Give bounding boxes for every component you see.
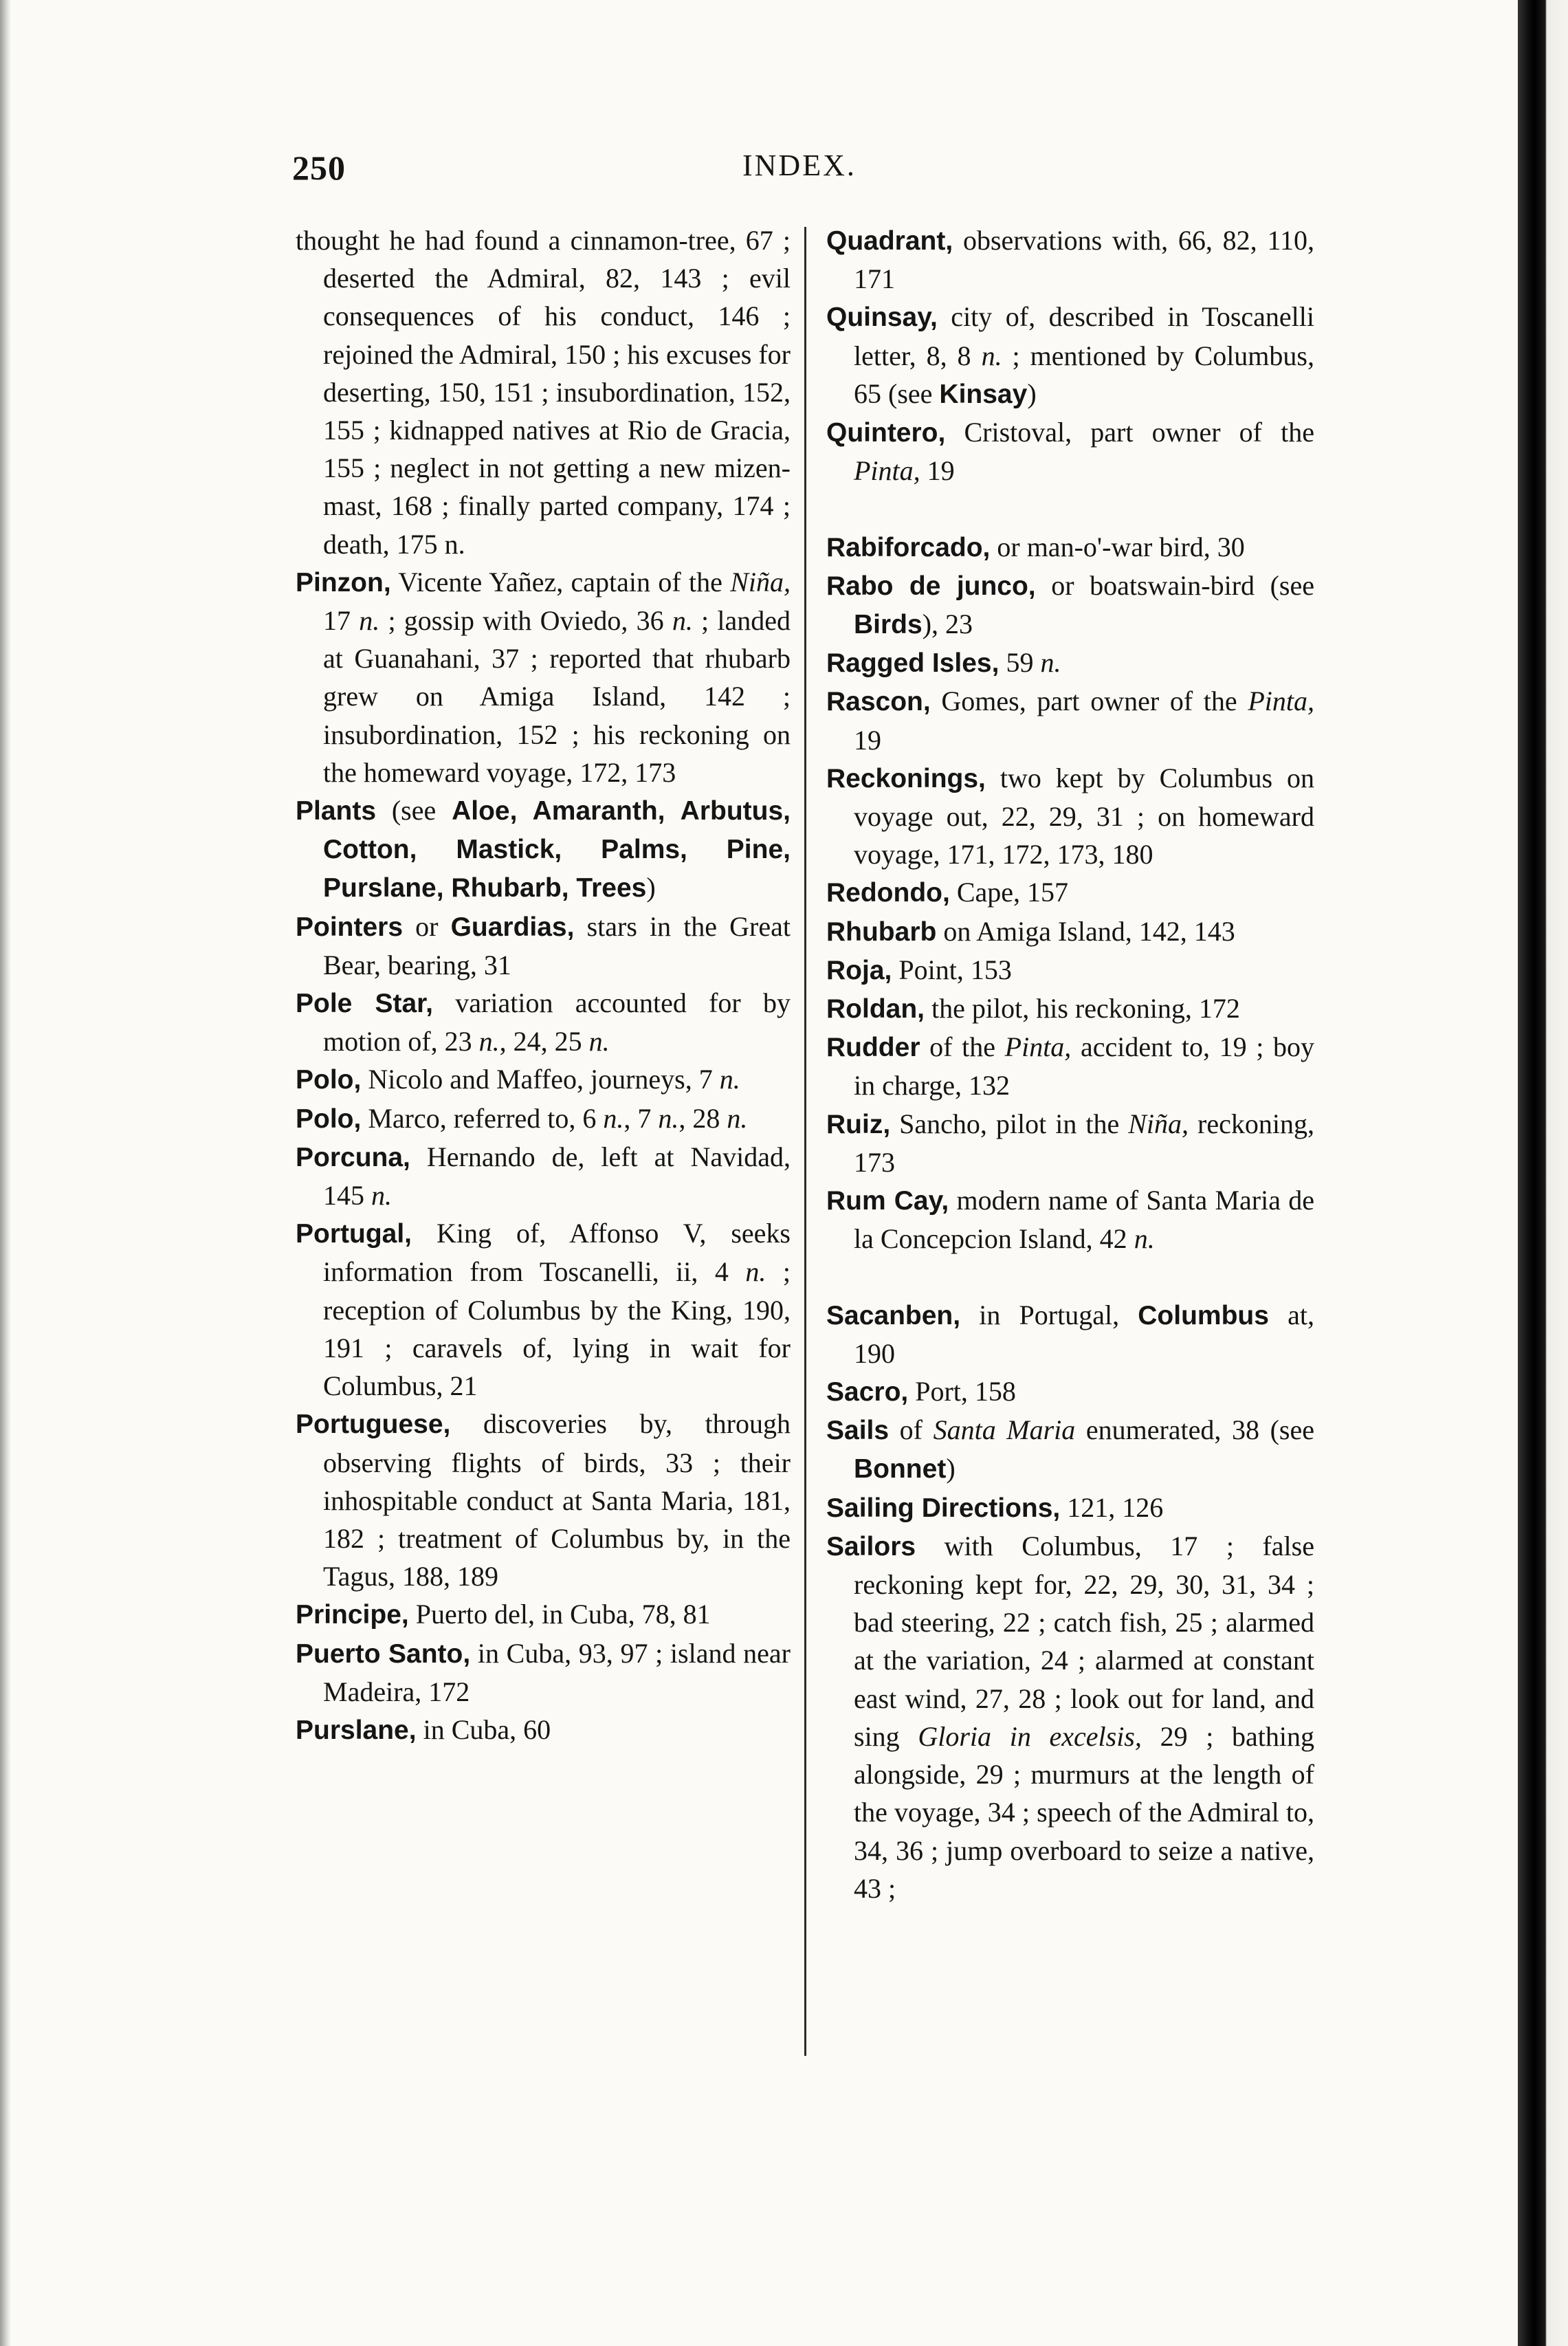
right-column — [826, 221, 1314, 1907]
entry-heading: Principe, — [296, 1600, 409, 1630]
index-entry — [826, 1296, 1314, 1372]
entry-italic-text: Niña, — [1128, 1108, 1189, 1139]
entry-text: in Cuba, 93, 97 ; island near Madeira, 172 — [323, 1637, 791, 1707]
entry-heading: Sails — [826, 1416, 890, 1446]
entry-heading: Pinzon, — [296, 567, 391, 598]
entry-italic-text: n. — [727, 1102, 748, 1134]
section-gap — [826, 490, 1314, 527]
index-entry — [296, 1214, 791, 1405]
entry-text: Puerto del, in Cuba, 78, 81 — [408, 1599, 711, 1630]
entry-text: ; landed at Guanahani, 37 ; reported that rhubarb grew on Amiga Island, 142 ; insubordination, 152 ; his reckoning on the homeward voyage, 172, 173 — [323, 605, 791, 788]
entry-heading: Polo, — [296, 1104, 362, 1134]
entry-italic-text: Santa Maria — [933, 1414, 1076, 1446]
entry-text: in Portugal, — [960, 1299, 1138, 1330]
entry-text: of — [889, 1414, 934, 1446]
entry-heading: Sailors — [826, 1531, 916, 1561]
index-entry — [826, 1372, 1314, 1411]
entry-text: 19 — [854, 724, 881, 756]
entry-text: ; gossip with Oviedo, 36 — [379, 605, 672, 637]
entry-text: 29 ; bathing alongside, 29 ; murmurs at the length of the voyage, 34 ; speech of the Admiral to, 34, 36 ; jump overboard to seize a native, 43 ; — [854, 1720, 1315, 1904]
entry-text: , 28 — [678, 1102, 727, 1134]
entry-text: the pilot, his reckoning, 172 — [925, 993, 1240, 1024]
entry-text: 19 — [920, 455, 955, 487]
index-entry — [826, 1105, 1314, 1181]
entry-text: variation accounted for by motion of, 23 — [323, 987, 791, 1057]
entry-heading: Rhubarb — [826, 917, 937, 947]
section-gap — [826, 1258, 1314, 1295]
entry-italic-text: n. — [981, 340, 1002, 371]
entry-text: Marco, referred to, 6 — [361, 1102, 604, 1134]
entry-italic-text: n. — [588, 1026, 610, 1057]
entry-italic-text: n. — [359, 605, 380, 637]
entry-italic-text: n. — [658, 1102, 679, 1134]
entry-heading: Quinsay, — [826, 303, 938, 333]
entry-text: (see — [376, 795, 452, 826]
entry-heading: Sacro, — [826, 1377, 909, 1407]
entry-text: , 24, 25 — [499, 1026, 589, 1057]
index-entry — [296, 563, 791, 791]
index-entry — [826, 1028, 1314, 1104]
entry-heading: Purslane, — [296, 1715, 417, 1745]
entry-italic-text: n. — [371, 1180, 392, 1212]
entry-italic-text: Pinta, — [1248, 686, 1314, 717]
index-entry — [296, 908, 791, 984]
index-entry-continuation: thought he had found a cinnamon-tree, 67 ; deserted the Admiral, 82, 143 ; evil consequences of his conduct, 146 ; rejoined the Admiral, 150 ; his excuses for deserting, 150, 151 ; insubordination, 152, 155 ; kidnapped natives at Rio de Gracia, 155 ; neglect in not getting a new mizen-mast, 168 ; finally parted company, 174 ; death, 175 n. — [296, 225, 791, 560]
index-entry — [826, 528, 1314, 567]
entry-text: discoveries by, through observing flights of birds, 33 ; their inhospitable conduct at Santa Maria, 181, 182 ; treatment of Columbus by, in the Tagus, 188, 189 — [323, 1408, 791, 1592]
entry-text: King of, Affonso V, seeks information from Toscanelli, ii, 4 — [323, 1218, 791, 1288]
entry-heading: Quadrant, — [826, 226, 953, 256]
entry-text: Vicente Yañez, captain of the — [390, 566, 731, 598]
entry-heading: Polo, — [296, 1065, 362, 1095]
entry-text: on Amiga Island, 142, 143 — [936, 915, 1235, 947]
entry-text: Point, 153 — [892, 954, 1012, 985]
entry-text: or boatswain-bird (see — [1035, 569, 1315, 601]
index-entry — [296, 1595, 791, 1634]
entry-text: modern name of Santa Maria de la Concepcion Island, 42 — [854, 1185, 1314, 1255]
entry-text: ) — [646, 872, 656, 903]
entry-italic-text: Pinta, — [1004, 1031, 1072, 1063]
entry-text: accident to, 19 ; boy in charge, 132 — [854, 1031, 1315, 1101]
index-entry — [296, 1634, 791, 1711]
entry-text: or man-o'-war bird, 30 — [990, 531, 1245, 562]
entry-italic-text: Gloria in excelsis, — [918, 1720, 1142, 1752]
entry-text: enumerated, 38 (see — [1075, 1414, 1314, 1446]
entry-heading: Rabiforcado, — [826, 532, 991, 562]
entry-text: Cristoval, part owner of the — [945, 417, 1314, 448]
entry-heading: Pole Star, — [296, 989, 434, 1019]
index-entry — [296, 791, 791, 908]
entry-italic-text: n. — [1040, 647, 1061, 679]
entry-heading: Ragged Isles, — [826, 648, 1000, 679]
entry-heading: Guardias, — [450, 912, 575, 942]
index-entry — [296, 1099, 791, 1138]
index-entry — [826, 682, 1314, 758]
entry-italic-text: n. — [745, 1256, 766, 1288]
entry-heading: Rudder — [826, 1033, 920, 1063]
entry-heading: Reckonings, — [826, 763, 986, 793]
entry-heading: Roldan, — [826, 994, 925, 1024]
index-entry — [826, 567, 1314, 644]
entry-heading: Pointers — [296, 912, 404, 942]
entry-text: Cape, 157 — [949, 877, 1068, 908]
index-entry — [826, 759, 1314, 874]
index-entry — [296, 1405, 791, 1595]
entry-text: of the — [920, 1031, 1005, 1063]
entry-text: stars in the Great Bear, bearing, 31 — [323, 910, 791, 980]
entry-heading: Puerto Santo, — [296, 1638, 471, 1669]
entry-text: 121, 126 — [1060, 1491, 1164, 1523]
index-entry — [826, 1411, 1314, 1488]
entry-heading: Rascon, — [826, 687, 931, 717]
entry-text: in Cuba, 60 — [416, 1713, 551, 1745]
page-number: 250 — [292, 149, 346, 187]
index-entry — [296, 984, 791, 1060]
entry-heading: Rum Cay, — [826, 1186, 949, 1216]
entry-text: with Columbus, 17 ; false reckoning kept for, 22, 29, 30, 31, 34 ; bad steering, 22 ; catch fish, 25 ; alarmed at the variation, 24 ; alarmed at constant east wind, 27, 28 ; look out for land, and sing — [854, 1530, 1314, 1752]
entry-italic-text: n. — [478, 1026, 500, 1057]
entry-text: ), 23 — [922, 609, 973, 640]
entry-italic-text: Pinta, — [854, 455, 920, 487]
entry-text: 59 — [999, 647, 1041, 679]
entry-italic-text: n. — [672, 605, 693, 637]
entry-text: Nicolo and Maffeo, journeys, 7 — [361, 1064, 720, 1095]
index-entry — [296, 1060, 791, 1099]
entry-heading: Aloe, Amaranth, Arbutus, Cotton, Mastick, Palms, Pine, Purslane, Rhubarb, Trees — [323, 796, 791, 903]
entry-heading: Birds — [854, 610, 923, 640]
column-divider — [804, 227, 806, 2056]
entry-text: ) — [946, 1453, 956, 1484]
left-column — [296, 221, 791, 1749]
entry-text: city of, described in Toscanelli letter, 8, 8 — [854, 301, 1314, 371]
entry-text: 17 — [323, 605, 360, 637]
page-right-edge — [1518, 0, 1568, 2346]
entry-heading: Bonnet — [854, 1454, 947, 1484]
entry-heading: Kinsay — [939, 379, 1028, 409]
index-entry — [296, 1711, 791, 1749]
entry-text: two kept by Columbus on voyage out, 22, 29, 31 ; on homeward voyage, 171, 172, 173, 180 — [854, 762, 1314, 870]
index-entry — [826, 644, 1314, 682]
entry-text: at, 190 — [854, 1299, 1314, 1369]
entry-heading: Rabo de junco, — [826, 571, 1036, 601]
entry-heading: Roja, — [826, 955, 892, 985]
index-entry — [296, 1138, 791, 1214]
entry-italic-text: n. — [1134, 1223, 1155, 1255]
entry-heading: Sacanben, — [826, 1300, 961, 1330]
entry-text: ; mentioned by Columbus, 65 (see — [854, 340, 1314, 409]
entry-heading: Plants — [296, 796, 377, 826]
index-entry — [826, 951, 1314, 989]
entry-text: ) — [1027, 377, 1037, 409]
entry-text: Gomes, part owner of the — [930, 686, 1248, 717]
entry-text: Hernando de, left at Navidad, 145 — [323, 1141, 791, 1212]
index-entry — [826, 989, 1314, 1028]
running-title: INDEX. — [742, 149, 857, 182]
entry-text: ; reception of Columbus by the King, 190, 191 ; caravels of, lying in wait for Columbus, 21 — [323, 1256, 791, 1402]
index-entry — [826, 1489, 1314, 1527]
entry-heading: Porcuna, — [296, 1142, 410, 1172]
entry-text: reckoning, 173 — [854, 1108, 1314, 1178]
entry-heading: Quintero, — [826, 418, 946, 448]
index-entry — [826, 1527, 1314, 1907]
entry-text: , 7 — [623, 1102, 659, 1134]
entry-text: or — [403, 910, 451, 942]
entry-heading: Ruiz, — [826, 1109, 891, 1139]
index-entry — [826, 298, 1314, 413]
entry-text: Port, 158 — [908, 1376, 1016, 1407]
entry-heading: Redondo, — [826, 878, 950, 908]
entry-heading: Columbus — [1138, 1300, 1269, 1330]
entry-text: observations with, 66, 82, 110, 171 — [854, 225, 1314, 295]
entry-heading: Sailing Directions, — [826, 1493, 1061, 1523]
entry-italic-text: n. — [719, 1064, 740, 1095]
index-entry — [826, 912, 1314, 951]
index-entry — [826, 873, 1314, 912]
entry-italic-text: Niña, — [730, 566, 791, 598]
index-entry — [826, 1181, 1314, 1258]
index-entry — [826, 413, 1314, 490]
entry-italic-text: n. — [603, 1102, 624, 1134]
entry-heading: Portugal, — [296, 1219, 412, 1249]
entry-text: Sancho, pilot in the — [890, 1108, 1129, 1139]
entry-heading: Portuguese, — [296, 1410, 451, 1440]
index-entry — [826, 221, 1314, 298]
page-left-edge — [0, 0, 11, 2346]
